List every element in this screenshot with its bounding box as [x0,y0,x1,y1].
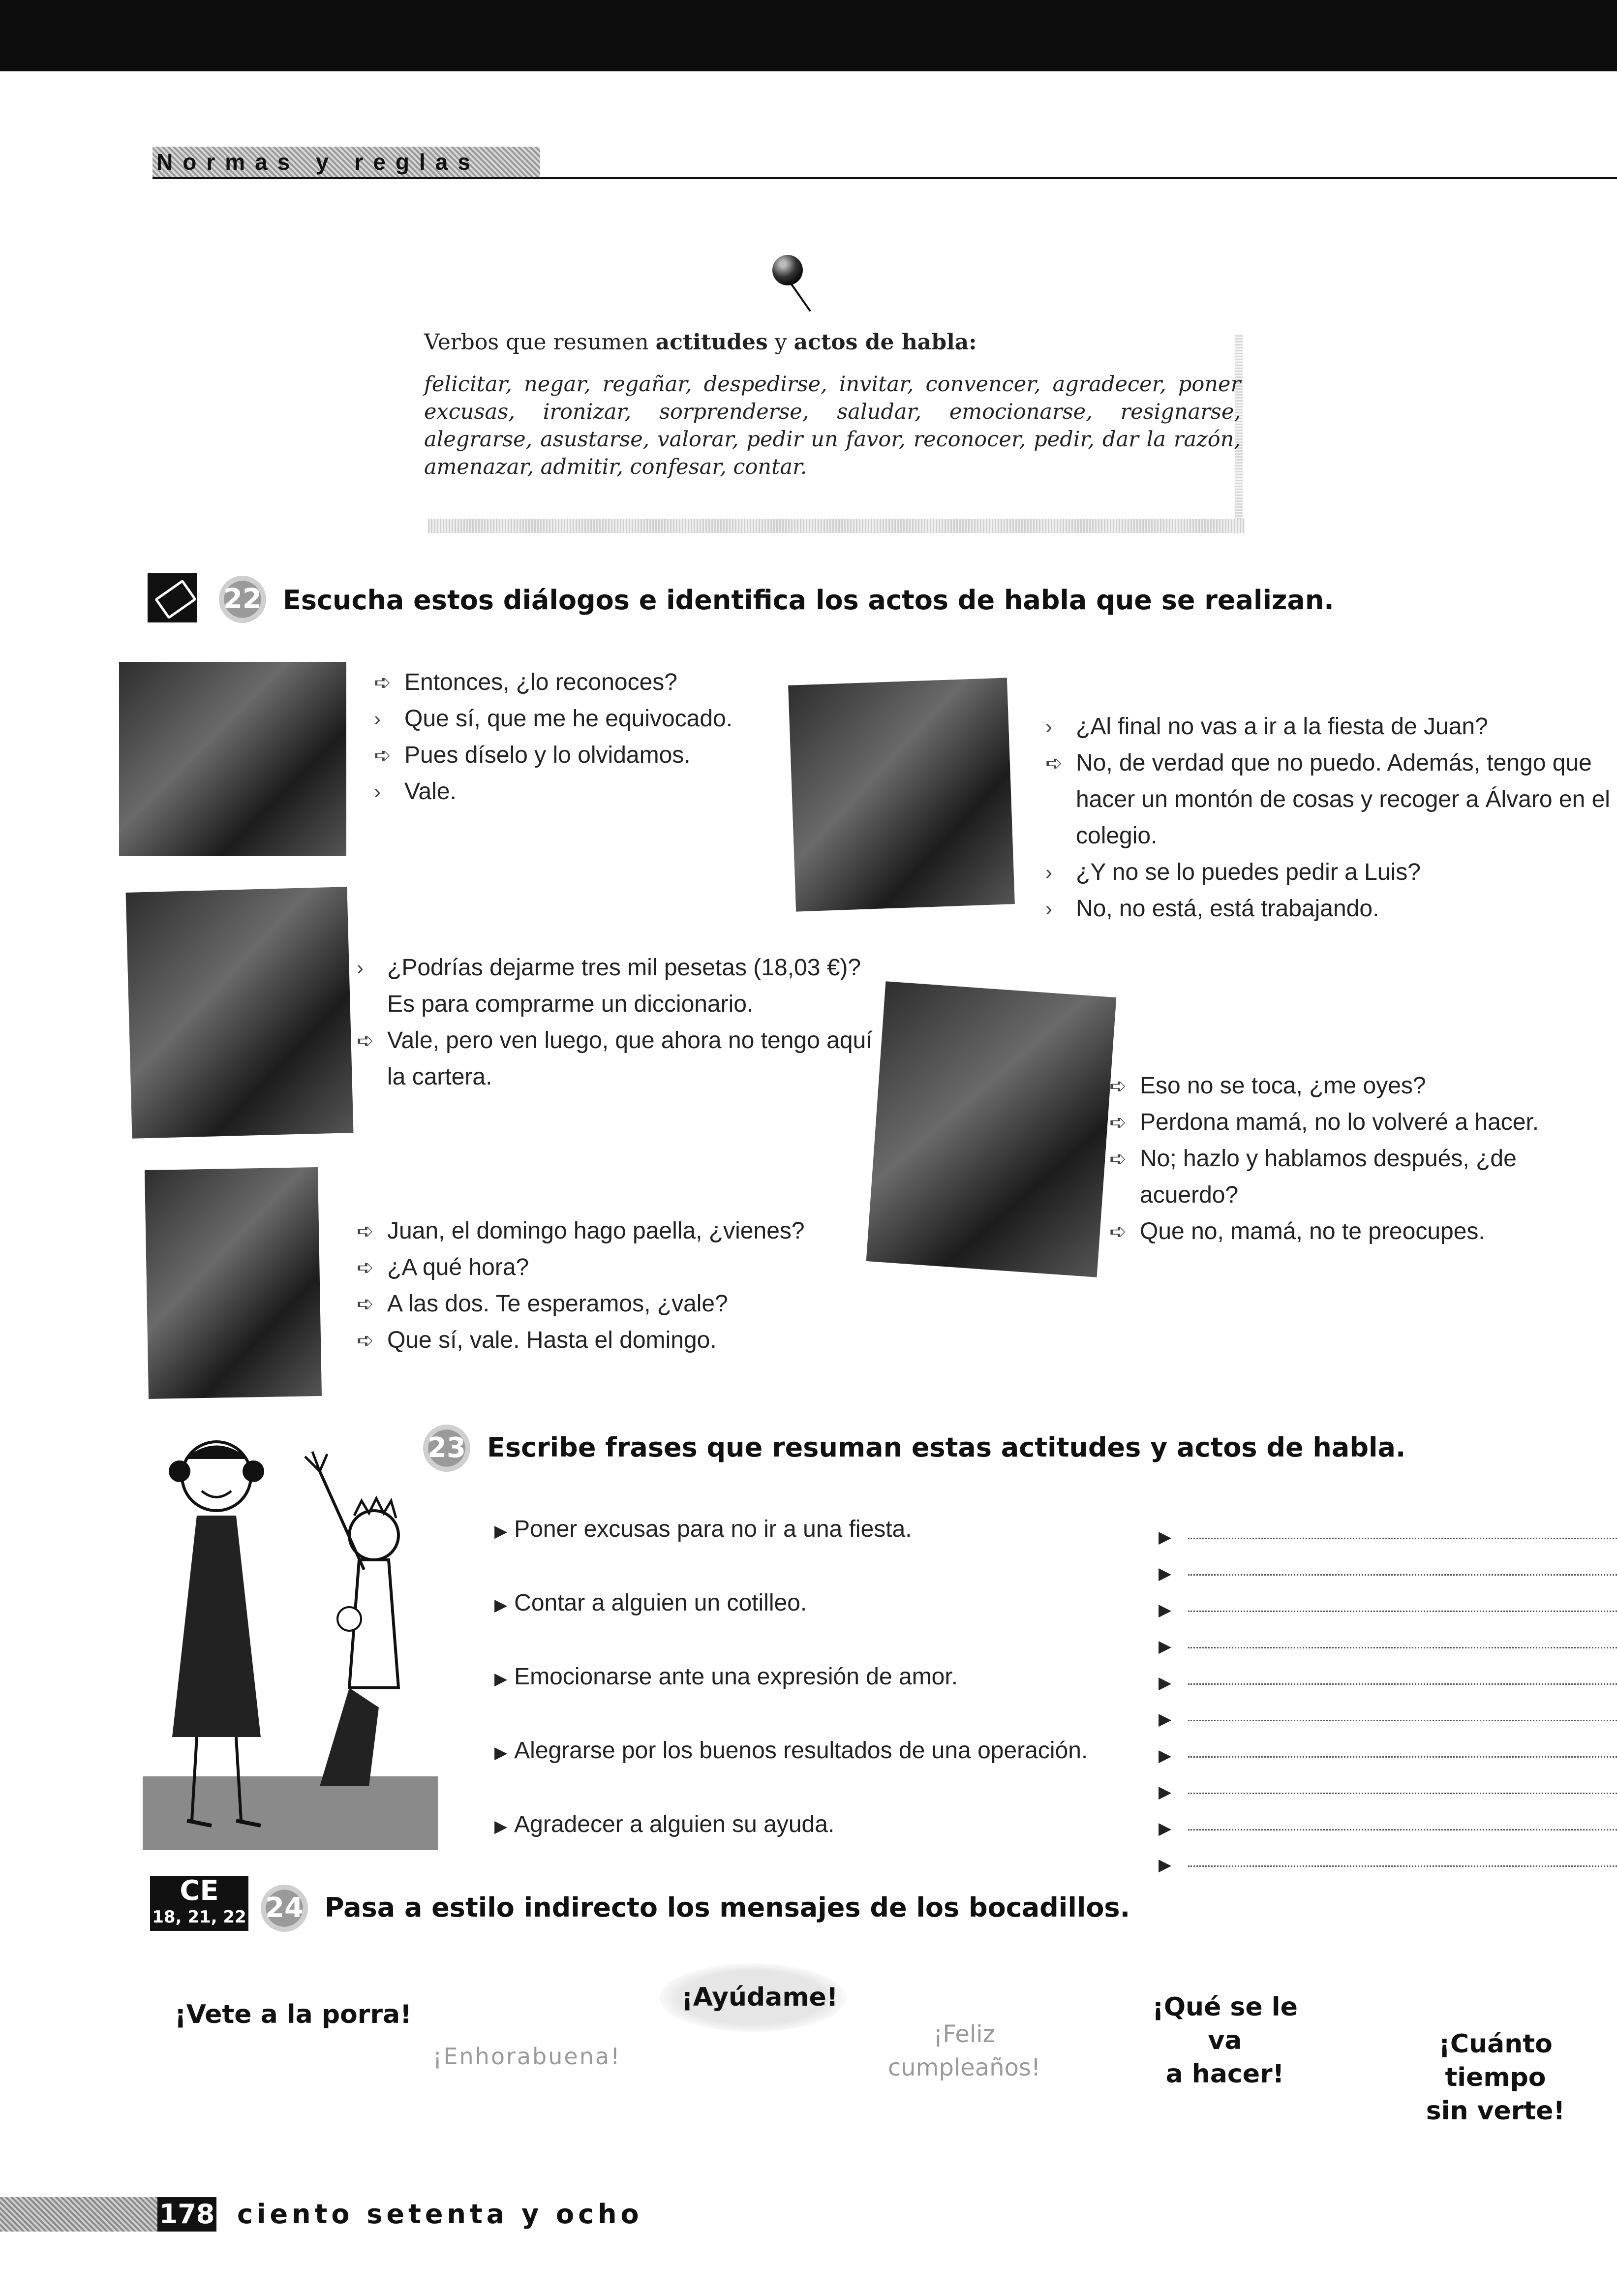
dialog-1 [374,664,777,810]
dialog-line [357,1023,888,1095]
arrow-icon: ➪ [374,744,392,767]
triangle-bullet-icon: ▶ [494,1817,508,1836]
bubble-que-se-le-va-a-hacer [1131,1990,1318,2091]
arrow-icon: ➪ [1045,751,1063,775]
triangle-bullet-icon: ▶ [1159,1673,1172,1693]
dialog-text: Vale. [404,778,457,805]
answer-line[interactable] [1159,1547,1617,1583]
dialog-text: A las dos. Te esperamos, ¿vale? [387,1291,728,1317]
section-rule [153,177,1617,179]
list-item-text: Poner excusas para no ir a una fiesta. [514,1516,912,1542]
triangle-bullet-icon: ▶ [494,1596,508,1614]
dialog-text: Que no, mamá, no te preocupes. [1140,1218,1485,1244]
dialog-text: Pues díselo y lo olvidamos. [404,742,691,768]
dialog-text: Vale, pero ven luego, que ahora no tengo aquí la cartera. [387,1027,873,1090]
list-item [494,1811,1144,1885]
dialog-text: ¿A qué hora? [387,1254,529,1280]
list-item [494,1663,1144,1737]
arrow-icon: › [374,780,381,803]
bubble-line: sin verte! [1426,2096,1565,2126]
bubble-ayudame: ¡Ayúdame! [681,1983,838,2012]
dialog-line [1045,709,1616,745]
note-intro-text: Verbos que resumen [424,330,656,355]
list-item [494,1516,1144,1589]
note-intro-mid: y [767,330,794,355]
answer-line[interactable] [1159,1766,1617,1802]
dialog-line [357,950,888,1023]
exercise-23-title: Escribe frases que resuman estas actitudes y actos de habla. [487,1432,1406,1463]
list-item [494,1589,1144,1663]
dialog-text: ¿Y no se lo puedes pedir a Luis? [1076,859,1421,885]
triangle-bullet-icon: ▶ [1159,1746,1172,1766]
triangle-bullet-icon: ▶ [1159,1600,1172,1620]
verbs-list: felicitar, negar, regañar, despedirse, invitar, convencer, agradecer, poner excusas, ironizar, sorprenderse, saludar, emocionarse, resignarse, alegrarse, asustarse, valorar, pedir un favor, reconocer, pedir, dar la razón, amenazar, admitir, confesar, contar. [424,372,1241,479]
dialog-line [374,737,777,774]
triangle-bullet-icon: ▶ [1159,1709,1172,1729]
dialog-line [1045,745,1616,854]
note-intro-bold-1: actitudes [655,330,768,355]
cd-audio-icon [148,573,197,622]
arrow-icon: ➪ [357,1292,374,1315]
note-intro [424,330,1241,355]
page-number: 178 [157,2197,216,2232]
answer-line[interactable] [1159,1583,1617,1620]
dialog-text: Entonces, ¿lo reconoces? [404,669,677,695]
dialog-line [1109,1068,1616,1104]
arrow-icon: ➪ [1109,1074,1127,1097]
arrow-icon: ➪ [1109,1147,1127,1170]
answer-line[interactable] [1159,1620,1617,1656]
answer-line[interactable] [1159,1511,1617,1547]
list-item-text: Alegrarse por los buenos resultados de una operación. [514,1738,1088,1764]
ce-label: CE [180,1875,219,1907]
arrow-icon: ➪ [357,1219,374,1242]
triangle-bullet-icon: ▶ [494,1670,508,1688]
dialog-line [357,1213,849,1249]
answer-line[interactable] [1159,1838,1617,1875]
triangle-bullet-icon: ▶ [1159,1527,1172,1547]
dialog-line [357,1249,849,1286]
dialog-line [1045,891,1616,927]
photo-office-conversation [788,678,1015,911]
dialog-text: Perdona mamá, no lo volveré a hacer. [1140,1109,1539,1135]
answer-line[interactable] [1159,1802,1617,1838]
note-intro-bold-2: actos de habla: [793,330,977,355]
bubble-line: ¡Cuánto tiempo [1438,2029,1553,2092]
dialog-4 [1109,1068,1616,1250]
arrow-icon: ➪ [1109,1220,1127,1243]
answer-line[interactable] [1159,1656,1617,1693]
triangle-bullet-icon: ▶ [1159,1819,1172,1838]
list-item-text: Contar a alguien un cotilleo. [514,1590,807,1616]
list-item [494,1737,1144,1811]
dialog-3 [357,950,888,1095]
photo-living-room [126,887,354,1139]
triangle-bullet-icon: ▶ [494,1522,508,1541]
arrow-icon: ➪ [357,1029,374,1052]
dialog-text: Eso no se toca, ¿me oyes? [1140,1073,1426,1099]
dialog-text: No; hazlo y hablamos después, ¿de acuerdo? [1140,1146,1517,1208]
dialog-5 [357,1213,849,1359]
arrow-icon: › [1045,861,1052,884]
dialog-2 [1045,709,1616,927]
dialog-line [374,774,777,810]
arrow-icon: › [1045,897,1052,920]
note-shadow-bottom [428,519,1245,533]
pushpin-needle [790,282,811,312]
arrow-icon: ➪ [374,671,392,694]
top-border-band [0,0,1617,71]
triangle-bullet-icon: ▶ [1159,1637,1172,1656]
dialog-line [1109,1104,1616,1141]
photo-mother-child [866,981,1117,1277]
bubble-feliz-cumpleanos [881,2017,1048,2084]
bubble-cuanto-tiempo-sin-verte [1387,2027,1604,2128]
answer-lines [1159,1511,1617,1875]
photo-couple-walking [145,1167,322,1399]
dialog-line [357,1286,849,1322]
verbs-note [424,330,1241,481]
arrow-icon: › [357,956,364,979]
dialog-line [357,1322,849,1359]
dialog-line [374,664,777,701]
list-item-text: Agradecer a alguien su ayuda. [514,1811,835,1837]
page-number-words: ciento setenta y ocho [237,2199,643,2230]
dialog-line [1045,854,1616,891]
dialog-text: No, de verdad que no puedo. Además, tengo que hacer un montón de cosas y recoger a Álvaro en el colegio. [1076,750,1610,849]
ce-reference-box [150,1876,248,1931]
answer-line[interactable] [1159,1729,1617,1766]
dialog-text: No, no está, está trabajando. [1076,896,1379,922]
list-item-text: Emocionarse ante una expresión de amor. [514,1664,958,1690]
dialog-line [374,701,777,737]
photo-two-students [119,662,346,856]
dialog-text: Que sí, vale. Hasta el domingo. [387,1327,717,1353]
dialog-text: ¿Podrías dejarme tres mil pesetas (18,03 €)? Es para comprarme un diccionario. [387,955,861,1017]
dialog-text: Que sí, que me he equivocado. [404,706,733,732]
dialog-text: ¿Al final no vas a ir a la fiesta de Juan? [1076,714,1488,740]
exercise-23-list [494,1516,1144,1885]
exercise-23-number: 23 [423,1425,470,1472]
arrow-icon: › [374,707,381,730]
bubble-line: cumpleaños! [887,2054,1041,2081]
section-title: Normas y reglas [153,147,540,177]
pushpin-icon [772,255,803,285]
dialog-text: Juan, el domingo hago paella, ¿vienes? [387,1218,805,1244]
triangle-bullet-icon: ▶ [1159,1855,1172,1875]
exercise-22-number: 22 [219,576,266,623]
ce-refs: 18, 21, 22 [152,1907,246,1927]
bubble-line: ¡Feliz [933,2020,995,2048]
arrow-icon: ➪ [357,1329,374,1352]
triangle-bullet-icon: ▶ [1159,1564,1172,1583]
bubble-line: ¡Qué se le va [1152,1992,1298,2055]
arrow-icon: › [1045,715,1052,738]
cartoon-proposal-illustration [143,1432,462,1850]
bubble-line: a hacer! [1165,2059,1284,2089]
dialog-line [1109,1141,1616,1213]
answer-line[interactable] [1159,1693,1617,1729]
dialog-line [1109,1213,1616,1250]
triangle-bullet-icon: ▶ [1159,1782,1172,1802]
bubble-vete-a-la-porra: ¡Vete a la porra! [175,2000,412,2029]
triangle-bullet-icon: ▶ [494,1743,508,1762]
bubble-enhorabuena: ¡Enhorabuena! [433,2043,621,2070]
exercise-24-title: Pasa a estilo indirecto los mensajes de los bocadillos. [325,1892,1130,1923]
exercise-22-title: Escucha estos diálogos e identifica los actos de habla que se realizan. [283,585,1334,616]
arrow-icon: ➪ [357,1256,374,1279]
footer-band [0,2197,157,2232]
arrow-icon: ➪ [1109,1111,1127,1134]
exercise-24-number: 24 [261,1885,308,1932]
